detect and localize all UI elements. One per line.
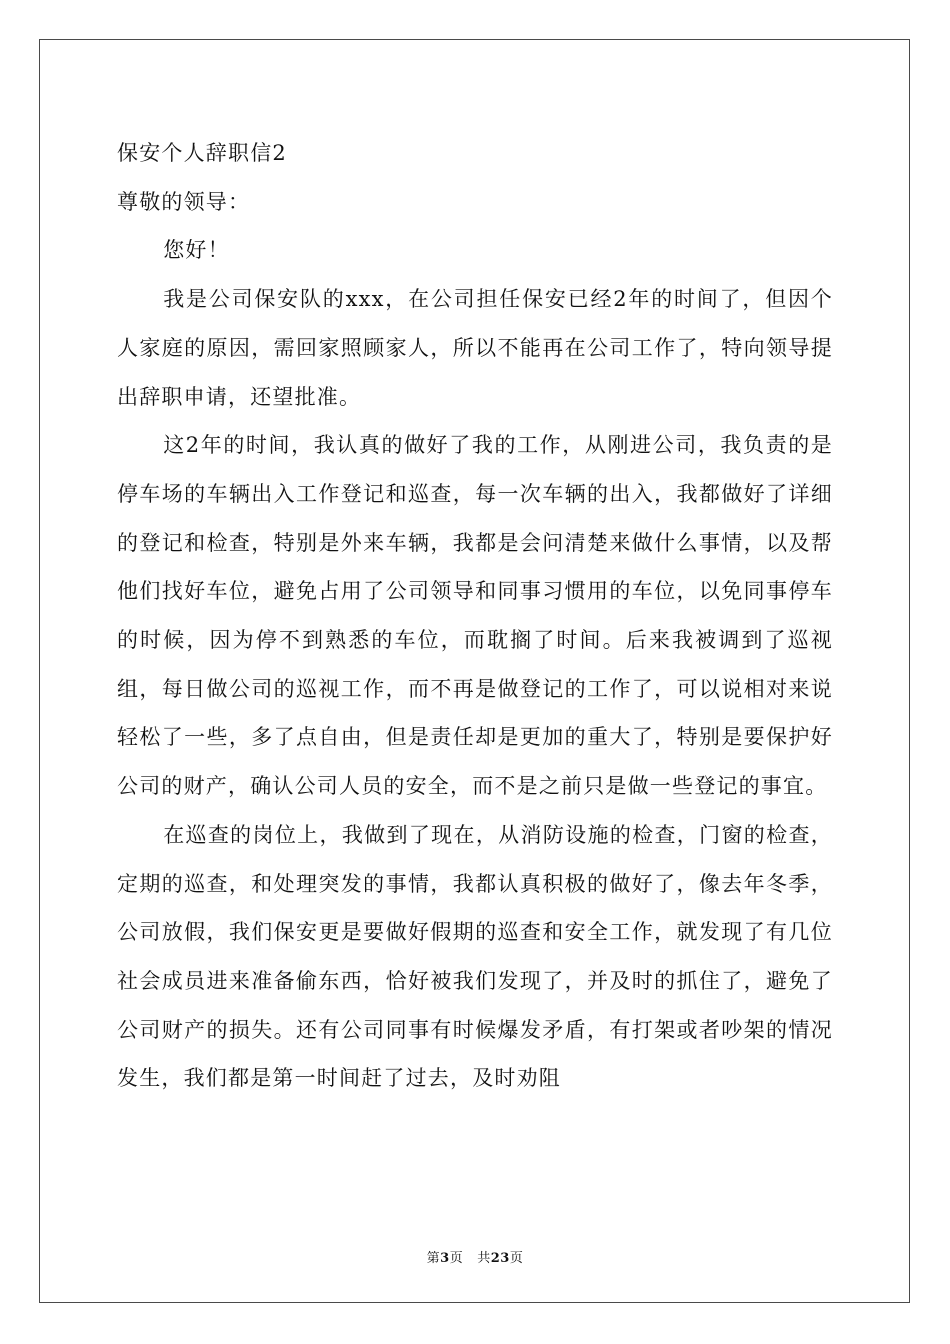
page-unit: 页	[449, 1251, 464, 1266]
paragraph-intro: 我是公司保安队的xxx，在公司担任保安已经2年的时间了，但因个人家庭的原因，需回家照顾家人，所以不能再在公司工作了，特向领导提出辞职申请，还望批准。	[117, 287, 833, 409]
page-current: 3	[440, 1251, 450, 1266]
total-unit: 页	[509, 1251, 524, 1266]
document-title: 保安个人辞职信2	[117, 141, 287, 165]
total-prefix: 共	[477, 1251, 491, 1266]
page-total: 23	[490, 1251, 510, 1266]
salutation: 尊敬的领导：	[117, 189, 251, 214]
page-prefix: 第	[426, 1251, 441, 1266]
paragraph-patrol-duty: 在巡查的岗位上，我做到了现在，从消防设施的检查，门窗的检查，定期的巡查，和处理突发的事情，我都认真积极的做好了，像去年冬季，公司放假，我们保安更是要做好假期的巡查和安全工作，就发现了有几位社会成员进来准备偷东西，恰好被我们发现了，并及时的抓住了，避免了公司财产的损失。还有公司同事有时候爆发矛盾，有打架或者吵架的情况发生，我们都是第一时间赶了过去，及时劝阻	[117, 822, 833, 1091]
page-footer	[0, 1247, 950, 1266]
greeting: 您好！	[163, 238, 230, 263]
paragraph-work-history: 这2年的时间，我认真的做好了我的工作，从刚进公司，我负责的是停车场的车辆出入工作登记和巡查，每一次车辆的出入，我都做好了详细的登记和检查，特别是外来车辆，我都是会问清楚来做什么事情，以及帮他们找好车位，避免占用了公司领导和同事习惯用的车位，以免同事停车的时候，因为停不到熟悉的车位，而耽搁了时间。后来我被调到了巡视组，每日做公司的巡视工作，而不再是做登记的工作了，可以说相对来说轻松了一些，多了点自由，但是责任却是更加的重大了，特别是要保护好公司的财产，确认公司人员的安全，而不是之前只是做一些登记的事宜。	[117, 433, 833, 799]
letter-body	[117, 129, 833, 1103]
